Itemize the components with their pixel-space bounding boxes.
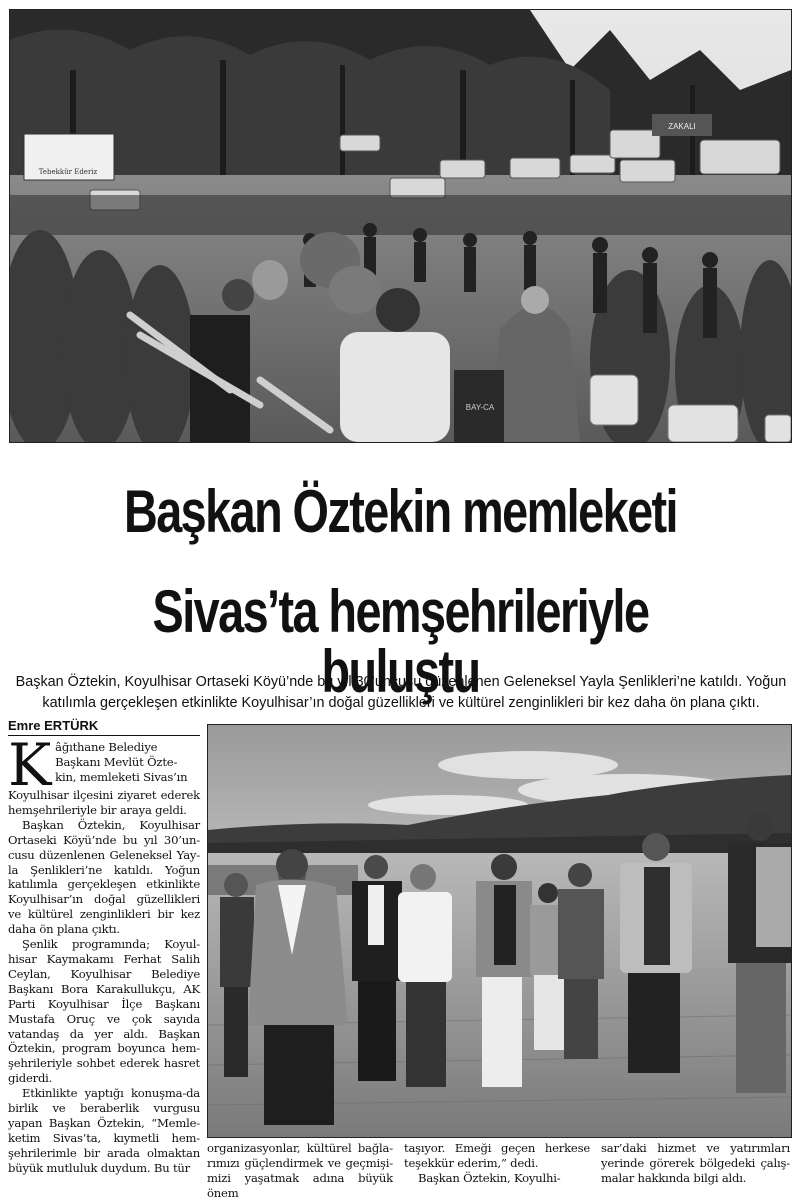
headline-line-1: Başkan Öztekin memleketi <box>123 478 678 545</box>
paragraph-1-rest: Koyulhisar ilçesini ziyaret ederek hemşehrileriyle bir araya geldi. <box>8 788 200 817</box>
apron-text: BAY-CA <box>465 403 495 412</box>
column-2-text: organizasyonlar, kültürel bağla-rımızı güçlendirmek ve geçmişi-mizi yaşatmak adına büyük önem <box>207 1141 393 1200</box>
dropcap-line-3: kin, memleketi Sivas’ın <box>55 769 188 784</box>
dropcap-line-2: Başkanı Mevlüt Özte- <box>55 754 178 769</box>
column-3-paragraph-2: Başkan Öztekin, Koyulhi- <box>418 1170 561 1185</box>
banner-text: Tebekkür Ederiz <box>38 168 98 176</box>
sign-text: ZAKALI <box>668 122 696 131</box>
byline: Emre ERTÜRK <box>8 718 200 736</box>
paragraph-2: Başkan Öztekin, Koyulhisar Ortaseki Köyü’nde bu yıl 30’un-cusu düzenlenen Geleneksel Yay-la Şenlikleri’ne katıldı. Yoğun katılımla gerçekleşen etkinlikte Koyulhisar’ın doğal güzellikleri ve kültürel zenginlikleri bir kez daha ön plana çıktı. <box>8 817 200 937</box>
article-column-1 <box>8 731 200 1176</box>
headline-line-2: Sivas’ta hemşehrileriyle buluştu <box>152 578 649 705</box>
dropcap-line-1: âğıthane Belediye <box>55 740 158 754</box>
festival-crowd-photo <box>9 9 792 443</box>
article-column-3 <box>404 1141 590 1186</box>
article-opening <box>8 731 200 818</box>
officials-walking-photo <box>207 724 792 1138</box>
column-3-paragraph-1: taşıyor. Emeği geçen herkese teşekkür ederim,” dedi. <box>404 1141 590 1170</box>
lead-paragraph: Başkan Öztekin, Koyulhisar Ortaseki Köyü’nde bu yıl 30’uncusu düzenlenen Geleneksel Yayla Şenlikleri’ne katıldı. Yoğun katılımla gerçekleşen etkinlikte Koyulhisar’ın doğal güzellikleri ve kültürel zenginlikleri bir kez daha ön plana çıktı. <box>15 674 787 711</box>
paragraph-3: Şenlik programında; Koyul-hisar Kaymakamı Ferhat Salih Ceylan, Koyulhisar Belediye Başkanı Bora Karakullukçu, AK Parti Koyulhisar İlçe Başkanı Mustafa Oruç ve çok sayıda vatandaş da yer aldı. Başkan Öztekin, program boyunca hem-şehrileriyle sohbet ederek hasret giderdi. <box>8 937 200 1086</box>
article-column-4 <box>601 1141 790 1186</box>
article-column-2 <box>207 1141 393 1201</box>
column-4-text: sar’daki hizmet ve yatırımları yerinde görerek bölgedeki çalış-malar hakkında bilgi aldı. <box>601 1141 790 1185</box>
drop-cap: K <box>8 731 52 799</box>
paragraph-4: Etkinlikte yaptığı konuşma-da birlik ve beraberlik vurgusu yapan Başkan Öztekin, “Memle-ketim Sivas’ta, kıymetli hem-şehrilerimle bir arada olmaktan büyük mutluluk duydum. Bu tür <box>8 1086 200 1175</box>
